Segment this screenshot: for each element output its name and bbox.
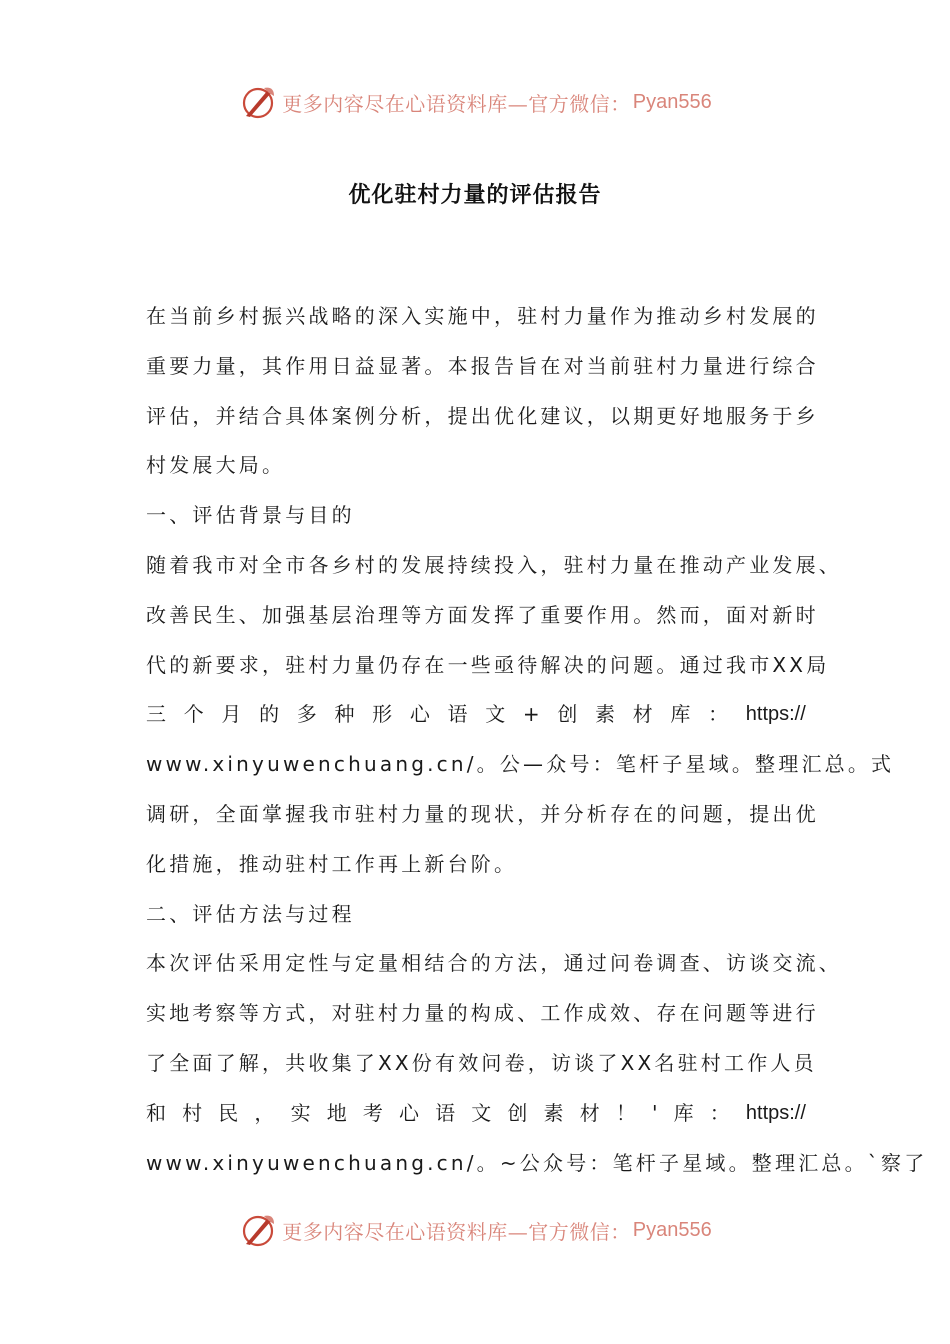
body-line: www.xinyuwenchuang.cn/。公—众号：笔杆子星域。整理汇总。式 [146,752,895,777]
header-watermark-banner [0,80,950,124]
body-glyph: ： [708,702,729,727]
body-line: www.xinyuwenchuang.cn/。~公众号：笔杆子星域。整理汇总。`察了 [146,1150,928,1175]
body-glyph: + [522,702,540,727]
body-glyph: 文 [485,702,506,727]
body-line: 调研，全面掌握我市驻村力量的现状，并分析存在的问题，提出优 [146,801,819,826]
body-line: 改善民生、加强基层治理等方面发挥了重要作用。然而，面对新时 [146,602,819,627]
body-glyph: ， [254,1100,275,1125]
body-line-spread [146,1089,806,1139]
body-glyph: 三 [146,702,166,727]
body-glyph: 的 [259,702,280,727]
body-glyph: 考 [362,1100,383,1125]
body-glyph: 实 [290,1100,311,1125]
body-glyph: 多 [296,702,317,727]
body-glyph: 月 [221,702,242,727]
body-glyph: https:// [745,1101,806,1124]
banner-wechat-id: Pyan556 [632,90,712,113]
body-glyph: 语 [447,702,468,727]
body-glyph: 库 [670,702,691,727]
body-glyph: 个 [183,702,204,727]
body-glyph: ！ [615,1100,636,1125]
body-line: 重要力量，其作用日益显著。本报告旨在对当前驻村力量进行综合 [146,353,819,378]
body-glyph: 民 [218,1100,239,1125]
body-line: 化措施，推动驻村工作再上新台阶。 [146,851,518,876]
body-glyph: 心 [409,702,430,727]
body-line: 实地考察等方式，对驻村力量的构成、工作成效、存在问题等进行 [146,1001,819,1026]
body-glyph: 地 [326,1100,347,1125]
body-glyph: 创 [507,1100,528,1125]
document-body [146,292,928,1188]
body-glyph: 语 [435,1100,456,1125]
body-line: 村发展大局。 [146,453,286,478]
body-glyph: 和 [146,1100,166,1125]
body-glyph: ： [709,1100,730,1125]
body-line: 在当前乡村振兴战略的深入实施中，驻村力量作为推动乡村发展的 [146,304,819,328]
body-line: 随着我市对全市各乡村的发展持续投入，驻村力量在推动产业发展、 [146,552,842,577]
body-line-spread [146,690,806,740]
body-line: 评估，并结合具体案例分析，提出优化建议，以期更好地服务于乡 [146,403,819,428]
body-glyph: 材 [632,702,653,727]
body-glyph: 创 [557,702,578,727]
banner-text: 更多内容尽在心语资料库—官方微信： [282,91,631,116]
body-line: 了全面了解，共收集了XX份有效问卷，访谈了XX名驻村工作人员 [146,1050,817,1075]
body-glyph: 形 [372,702,393,727]
body-glyph: ' [651,1100,658,1125]
quill-pen-logo-icon [238,1210,278,1250]
body-glyph: https:// [745,703,806,726]
body-glyph: 素 [595,702,616,727]
body-glyph: 村 [182,1100,203,1125]
body-glyph: 心 [398,1100,419,1125]
footer-watermark-banner [0,1208,950,1252]
body-glyph: 材 [579,1100,600,1125]
body-line: 代的新要求，驻村力量仍存在一些亟待解决的问题。通过我市XX局 [146,652,830,677]
quill-pen-logo-icon [238,82,278,122]
document-title: 优化驻村力量的评估报告 [348,183,602,208]
section-heading: 一、评估背景与目的 [146,503,355,528]
body-glyph: 种 [334,702,355,727]
section-heading: 二、评估方法与过程 [146,901,355,926]
banner-text: 更多内容尽在心语资料库—官方微信： [282,1219,631,1244]
body-glyph: 文 [471,1100,492,1125]
body-glyph: 素 [543,1100,564,1125]
banner-wechat-id: Pyan556 [632,1218,712,1241]
body-line: 本次评估采用定性与定量相结合的方法，通过问卷调查、访谈交流、 [146,951,842,976]
body-glyph: 库 [673,1100,694,1125]
